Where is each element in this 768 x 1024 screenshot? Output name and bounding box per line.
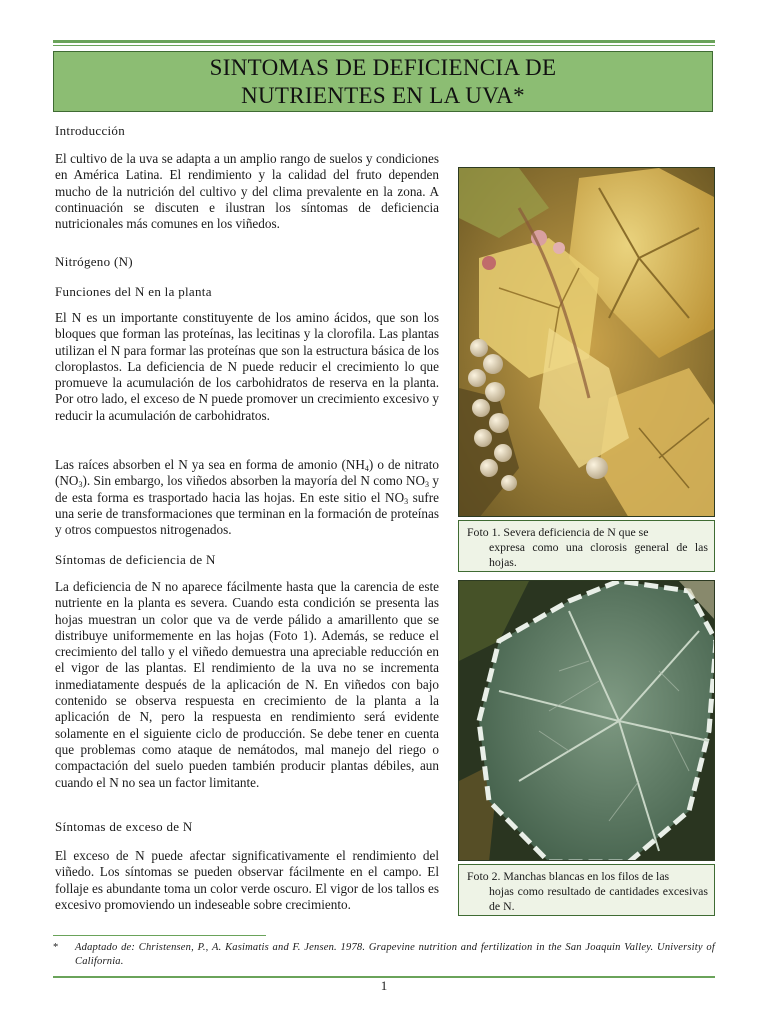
- functions-heading: Funciones del N en la planta: [55, 284, 212, 299]
- photo-2-caption-first: Foto 2. Manchas blancas en los filos de las: [467, 869, 670, 883]
- absorption-sub-1: 4: [364, 464, 369, 473]
- nitrogen-heading: Nitrógeno (N): [55, 254, 133, 269]
- intro-paragraph: [55, 151, 439, 232]
- deficiency-paragraph: [55, 579, 439, 791]
- absorption-part-3: ). Sin embargo, los viñedos absorben la mayoría del N como NO: [82, 473, 426, 489]
- footnote: [53, 941, 715, 969]
- functions-paragraph: [55, 310, 439, 424]
- photo-1-image: [459, 168, 715, 517]
- absorption-paragraph: [55, 457, 439, 538]
- absorption-sub-4: 3: [404, 496, 409, 506]
- photo-1-nitrogen-deficiency: [458, 167, 715, 517]
- footnote-rule: [53, 935, 266, 936]
- photo-2-caption: [458, 864, 715, 916]
- document-title: [53, 51, 713, 112]
- footnote-star: *: [53, 942, 59, 953]
- top-rule-thin: [53, 45, 715, 46]
- absorption-part-2: ) o de nitrato (NO: [55, 457, 439, 489]
- deficiency-text: La deficiencia de N no aparece fácilmente hasta que la carencia de este nutriente en la planta es severa. Cuando esta condición se presenta las hojas muestran un color que va de verde pálido a amarillento que se distribuye uniformemente en las hojas (Foto 1). Además, se reduce el crecimiento del tallo y el viñedo demuestra una apreciable reducción en el vigor de las plantas. El rendimiento de la uva no se incrementa inmediatamente después de la aplicación de N. En viñedos con bajo contenido se observa respuesta en crecimiento de la planta a la aplicación de N, pero la respuesta en rendimiento será evidente solamente en el siguiente ciclo de producción. Se debe tener en cuenta que problemas como ataque de nemátodos, mal manejo del riego o compactación del suelo pueden también producir plantas débiles, aun cuando el N no sea un factor limitante.: [55, 579, 439, 790]
- intro-text: El cultivo de la uva se adapta a un amplio rango de suelos y condiciones en América Latina. El rendimiento y la calidad del fruto dependen mucho de la nutrición del cultivo y del clima prevalente en la zona. A continuación se discuten e ilustran los síntomas de deficiencia nutricionales más comunes en los viñedos.: [55, 151, 439, 232]
- absorption-part-5: sufre una serie de transformaciones que terminan en la formación de proteínas y otros compuestos nitrogenados.: [55, 489, 439, 538]
- photo-2-image: [459, 581, 715, 861]
- absorption-text: [55, 457, 439, 538]
- excess-text: El exceso de N puede afectar significativamente el rendimiento del viñedo. Los síntomas se pueden observar fácilmente en el campo. El follaje es abundante toma un color verde oscuro. El vigor de los tallos es excesivo promoviendo un indeseable sobre crecimiento.: [55, 848, 439, 912]
- footnote-text: Adaptado de: Christensen, P., A. Kasimatis and F. Jensen. 1978. Grapevine nutrition and fertilization in the San Joaquin Valley. University of California.: [75, 942, 715, 967]
- top-rule: [53, 40, 715, 43]
- excess-paragraph: [55, 848, 439, 913]
- photo-1-caption: [458, 520, 715, 572]
- photo-2-nitrogen-excess: [458, 580, 715, 861]
- page-number: 1: [380, 978, 388, 993]
- functions-text: El N es un importante constituyente de los amino ácidos, que son los bloques que forman las proteínas, las lecitinas y la clorofila. Las plantas utilizan el N para formar las proteínas que son la estructura básica de los cloroplastos. La deficiencia de N puede reducir el crecimiento lo que promueve la acumulación de los carbohidratos de reserva en la planta. Por otro lado, el exceso de N puede promover un crecimiento excesivo y reducir la acumulación de carbohidratos.: [55, 310, 439, 423]
- deficiency-heading: Síntomas de deficiencia de N: [55, 552, 216, 567]
- excess-heading: Síntomas de exceso de N: [55, 819, 193, 834]
- absorption-sub-3: 3: [425, 480, 430, 490]
- title-line-2: NUTRIENTES EN LA UVA*: [241, 83, 525, 108]
- photo-1-caption-first: Foto 1. Severa deficiencia de N que se: [467, 525, 649, 539]
- absorption-part-4: y de esta forma es trasportado hacia las hojas. En este sitio el NO: [55, 473, 440, 505]
- photo-2-caption-rest: hojas como resultado de cantidades excesivas de N.: [489, 884, 708, 913]
- title-line-1: SINTOMAS DE DEFICIENCIA DE: [209, 55, 557, 80]
- absorption-sub-2: 3: [78, 480, 83, 490]
- intro-heading: Introducción: [55, 123, 126, 138]
- photo-1-caption-rest: expresa como una clorosis general de las hojas.: [489, 540, 708, 569]
- absorption-part-1: Las raíces absorben el N ya sea en forma de amonio (NH: [55, 457, 365, 472]
